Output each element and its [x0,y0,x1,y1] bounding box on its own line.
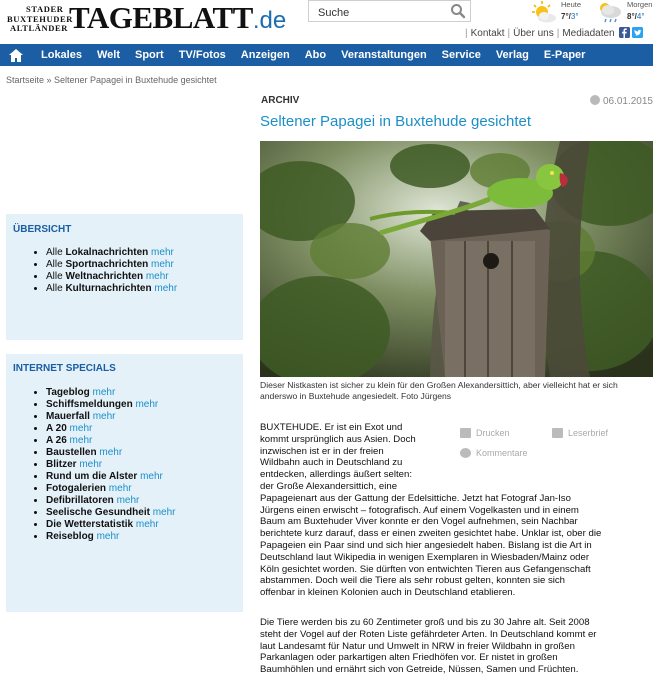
twitter-icon[interactable] [632,27,643,38]
about-link[interactable]: Über uns [513,28,554,39]
overview-box [6,214,243,340]
list-item[interactable]: • Alle Weltnachrichten mehr [46,271,177,283]
weather-today-label: Heute [561,0,582,9]
internet-specials-box [6,354,243,612]
more-link: mehr [152,507,176,518]
clock-icon [590,95,600,105]
search-box [308,0,471,22]
reader-letter-button[interactable]: Leserbrief [552,428,608,438]
nav-e-paper[interactable]: E-Paper [543,49,586,61]
list-item[interactable]: • Baustellen mehr [46,447,176,459]
logo-tld: .de [252,7,287,34]
list-item[interactable]: • Mauerfall mehr [46,411,176,423]
nav-veranstaltungen[interactable]: Veranstaltungen [341,49,427,61]
more-link: mehr [151,259,174,270]
more-link: mehr [79,459,103,470]
nav-sport[interactable]: Sport [135,49,164,61]
article-paragraph-1: BUXTEHUDE. Er ist ein Exot und kommt ursprünglich aus Asien. Doch inzwischen ist er in der freien Wildbahn auch in Deutschland zu entdecken, allerdings äußert selten: der Große Alexandersittich, eine Papageienart aus der Gattung der Edelsittiche. Jetzt hat Fotograf Jan-Iso Jürgens einen erwischt – fotografisch. Auf einem Vogelkasten und in einem Baum am Buxtehuder Viver konnte er den Vogel aufnehmen, sein Nachbar berichtete kurz darauf, dass er einen zweiten gesichtet habe. Unklar ist, ober die Papageien ein Paar sind und sich hier angesiedelt haben. Bislang ist die Art in Deutschland laut Wikipedia in wenigen Exemplaren in Wiesbaden/Mainz oder Köln gesichtet worden. Sie dürften von entwichten Tieren aus Gefangenschaft abstammen. Doch weil die Tiere als sehr robust gelten, konnten sie sich offenbar in kleinen Kolonien auch in Deutschland etablieren. [260,422,602,599]
list-item[interactable]: • Alle Lokalnachrichten mehr [46,247,177,259]
more-link: mehr [154,283,178,294]
search-icon[interactable] [450,3,466,19]
more-link: mehr [99,447,123,458]
more-link: mehr [135,519,159,530]
list-item[interactable]: • Tageblog mehr [46,387,176,399]
internet-specials-list [46,387,176,543]
search-input[interactable] [309,4,448,22]
list-item[interactable]: • Schiffsmeldungen mehr [46,399,176,411]
more-link: mehr [140,471,163,482]
print-button[interactable]: Drucken [460,428,510,438]
more-link: mehr [145,271,169,282]
internet-specials-title: INTERNET SPECIALS [13,363,116,374]
list-item[interactable]: • Die Wetterstatistik mehr [46,519,176,531]
photo-caption: Dieser Nistkasten ist sicher zu klein für den Großen Alexandersittich, aber vielleicht hat er sich anderswo in Buxtehude angesiedelt. Foto Jürgens [260,380,618,401]
cloud-sun-rain-icon [596,0,624,28]
more-link: mehr [108,483,132,494]
logo-line-3: ALTLÄNDER [10,23,68,33]
site-header [0,0,658,44]
list-item[interactable]: • Blitzer mehr [46,459,176,471]
weather-today-temp: 7°/3° [561,12,579,21]
section-label: ARCHIV [261,95,300,106]
weather-tomorrow-label: Morgen [627,0,653,9]
nav-tv-fotos[interactable]: TV/Fotos [178,49,226,61]
nav-verlag[interactable]: Verlag [495,49,529,61]
list-item[interactable]: • Reiseblog mehr [46,531,176,543]
more-link: mehr [135,399,159,410]
list-item[interactable]: • Fotogalerien mehr [46,483,176,495]
list-item[interactable]: • A 20 mehr [46,423,176,435]
article-photo[interactable] [260,141,653,377]
weather-today[interactable] [530,0,590,26]
main-navigation [0,44,653,66]
article-paragraph-2: Die Tiere werden bis zu 60 Zentimeter groß und bis zu 30 Jahre alt. Seit 2008 steht der Vogel auf der Roten Liste gefährdeter Arten. In Deutschland kommt er laut Landesamt für Natur und Umwelt in NRW in freier Wildbahn in großen Parkanlagen oder parkartigen alten Friedhöfen vor. Er nistet in großen Baumhöhlen und ernährt sich von Getreide, Nüssen, Samen und Früchten. [260,617,597,676]
list-item[interactable]: • Defibrillatoren mehr [46,495,176,507]
article-meta [261,95,653,109]
overview-title: ÜBERSICHT [13,224,72,235]
more-link: mehr [96,531,120,542]
nav-lokales[interactable]: Lokales [41,49,82,61]
more-link: mehr [69,423,93,434]
article-title: Seltener Papagei in Buxtehude gesichtet [260,113,532,130]
list-item[interactable]: • Alle Kulturnachrichten mehr [46,283,177,295]
list-item[interactable]: • Rund um die Alster mehr [46,471,176,483]
logo-regional-names[interactable] [7,5,73,34]
nav-service[interactable]: Service [441,49,481,61]
home-icon[interactable] [5,44,27,66]
logo-line-1: STADER [26,4,64,14]
contact-link[interactable]: Kontakt [470,28,505,39]
parrot-on-birdhouse-image [260,141,653,377]
more-link: mehr [92,387,116,398]
breadcrumb[interactable]: Startseite » Seltener Papagei in Buxtehude gesichtet [6,75,217,85]
nav-anzeigen[interactable]: Anzeigen [240,49,290,61]
more-link: mehr [151,247,174,258]
nav-welt[interactable]: Welt [96,49,120,61]
logo-line-2: BUXTEHUDER [7,13,73,24]
nav-abo[interactable]: Abo [304,49,327,61]
overview-list [46,247,177,295]
utility-links: | Kontakt | Über uns | Mediadaten [462,27,643,39]
facebook-icon[interactable] [619,27,630,38]
site-logo[interactable] [69,1,286,38]
weather-tomorrow[interactable] [596,0,658,26]
list-item[interactable]: • Seelische Gesundheit mehr [46,507,176,519]
sun-cloud-icon [530,0,558,28]
comments-button[interactable]: Kommentare [460,448,528,458]
more-link: mehr [69,435,93,446]
list-item[interactable]: • A 26 mehr [46,435,176,447]
list-item[interactable]: • Alle Sportnachrichten mehr [46,259,177,271]
weather-tomorrow-temp: 8°/4° [627,12,645,21]
article-date: 06.01.2015 [590,95,653,107]
mediadata-link[interactable]: Mediadaten [562,28,615,39]
more-link: mehr [92,411,116,422]
more-link: mehr [116,495,140,506]
logo-wordmark: TAGEBLATT [69,0,253,35]
